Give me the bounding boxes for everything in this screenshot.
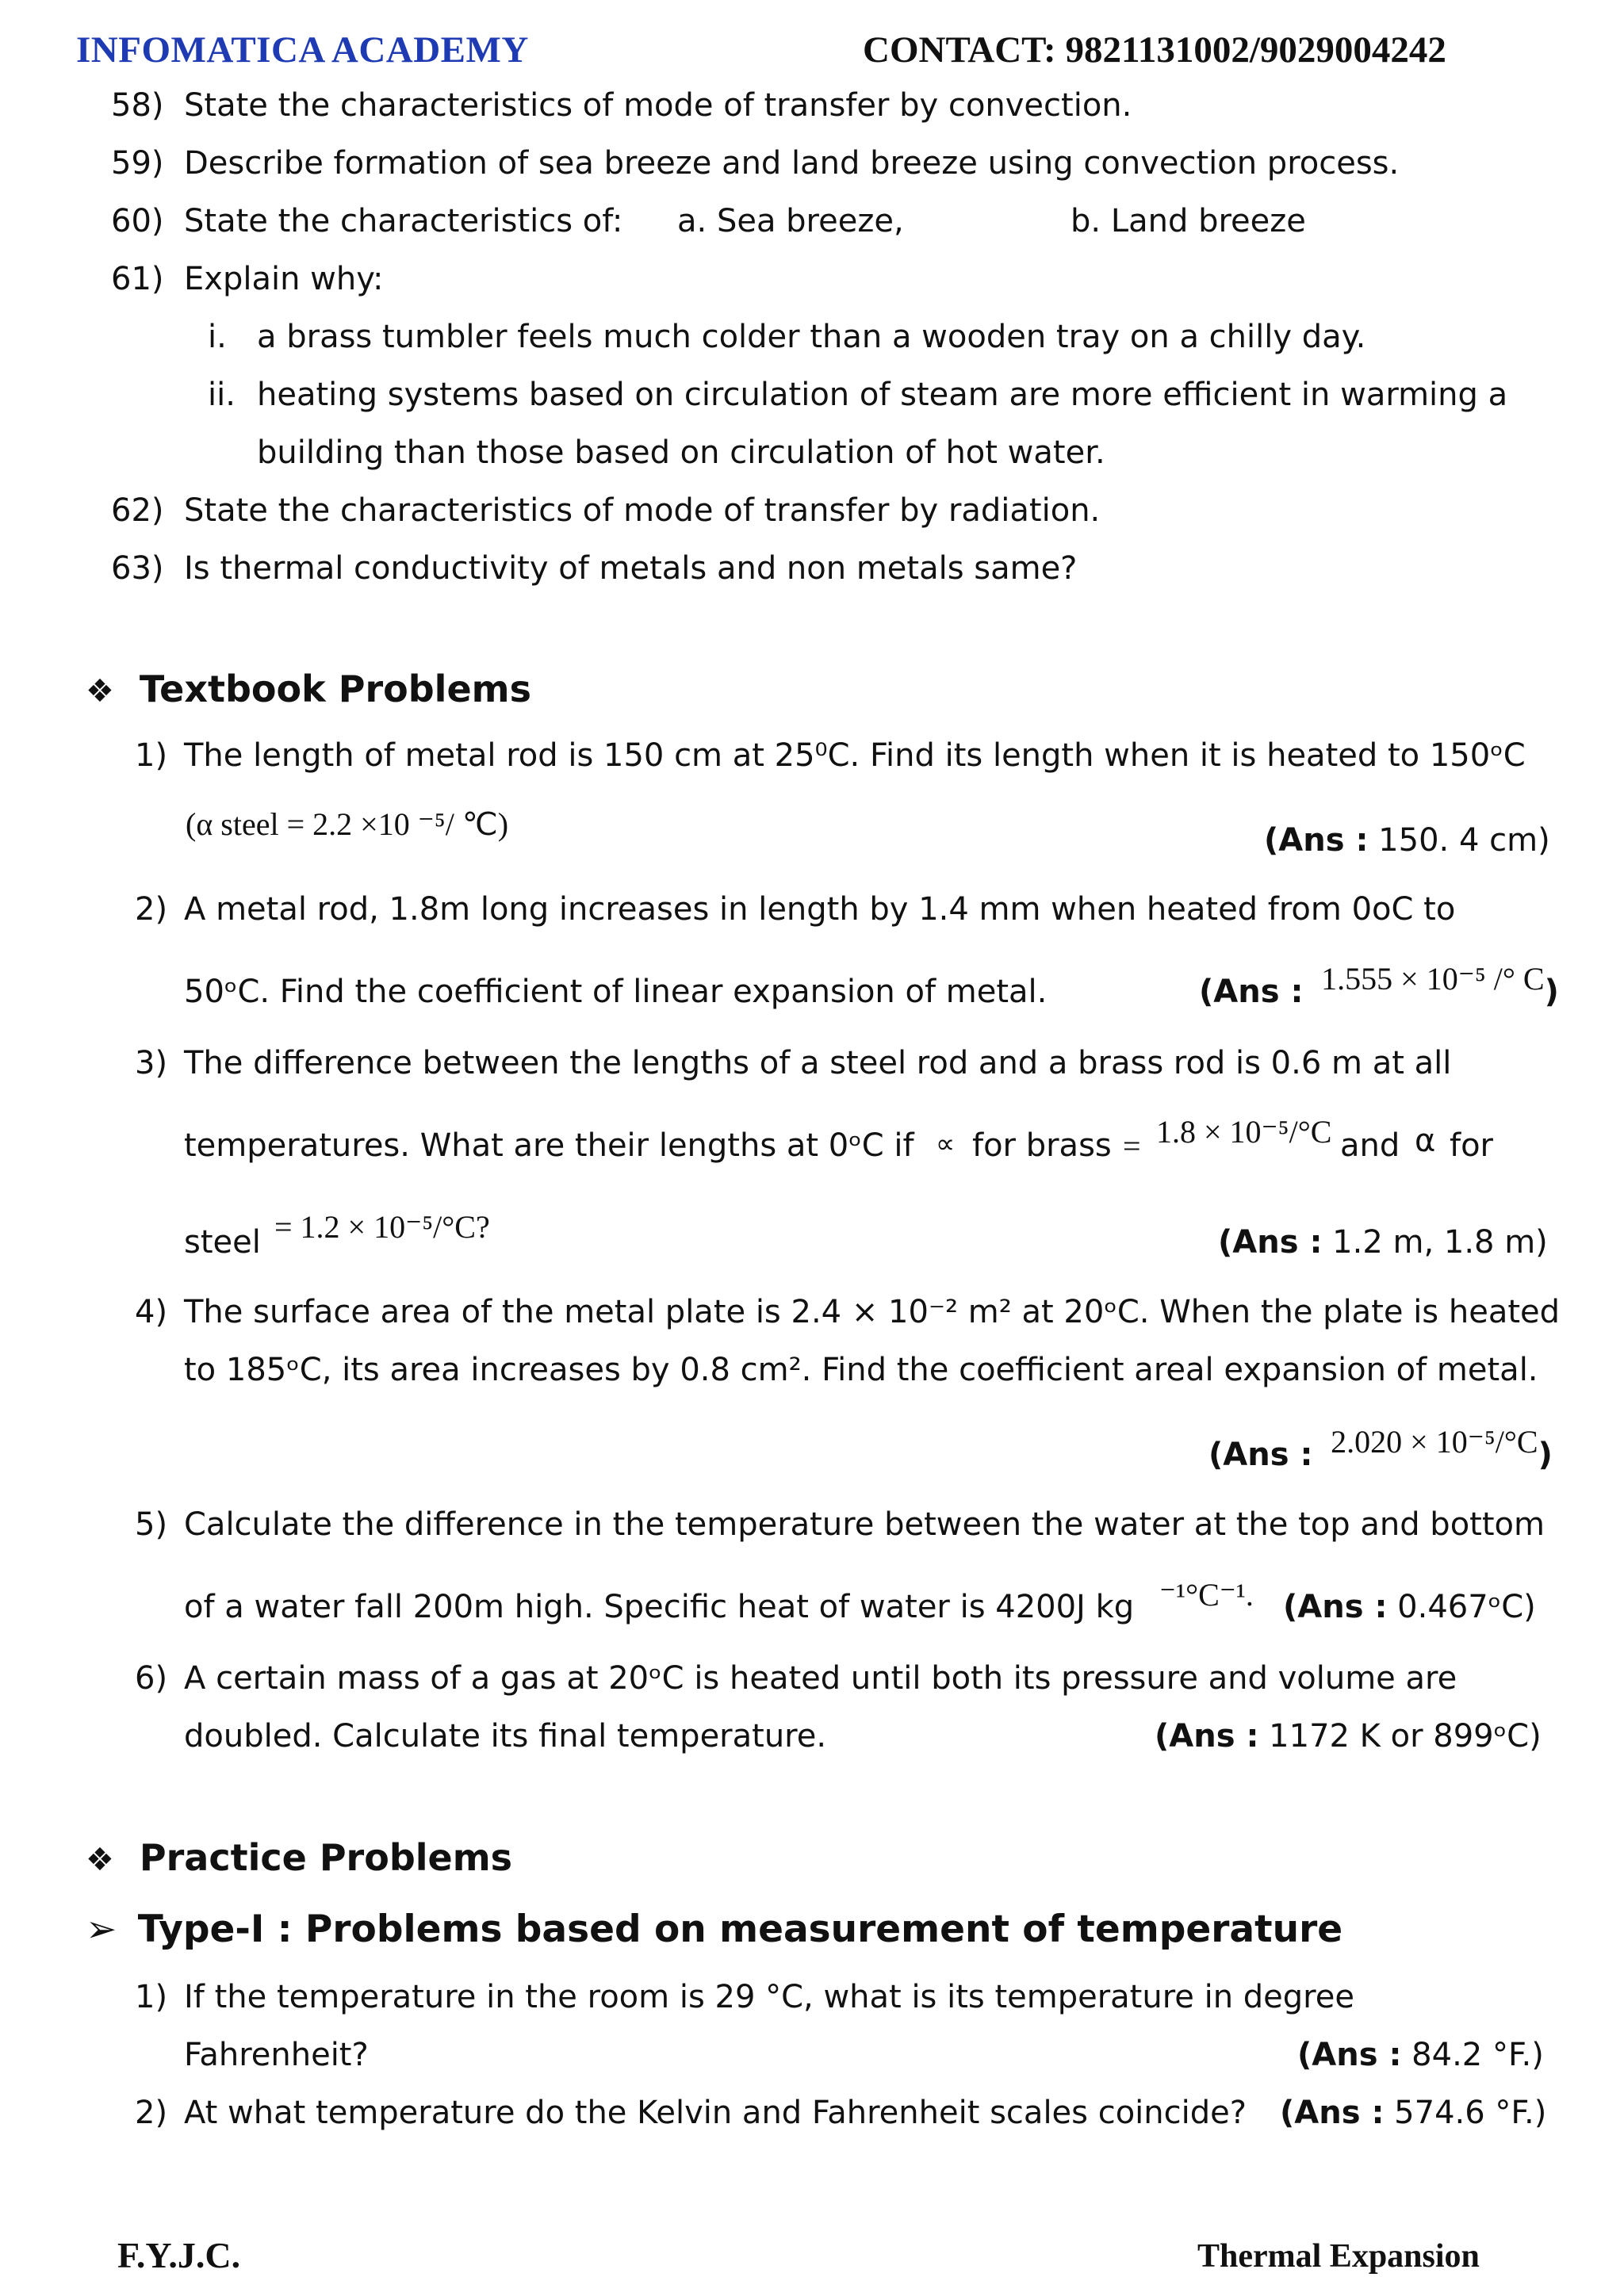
answer-3 xyxy=(1218,1223,1548,1262)
answer-label: (Ans : xyxy=(1280,2095,1385,2131)
practice-answer-1 xyxy=(1297,2035,1544,2075)
question-number: 60) xyxy=(111,203,164,239)
question-text: State the characteristics of: xyxy=(184,203,623,239)
question-text: Describe formation of sea breeze and land breeze using convection process. xyxy=(184,145,1400,182)
answer-value: 84.2 °F.) xyxy=(1401,2037,1544,2073)
question-58 xyxy=(111,86,1132,125)
problem-3-line2c: and xyxy=(1340,1127,1400,1164)
practice-answer-2 xyxy=(1280,2093,1546,2133)
problem-text: The surface area of the metal plate is 2.4 × 10⁻² m² at 20ᵒC. When the plate is heated xyxy=(184,1294,1561,1330)
problem-4-line2: to 185ᵒC, its area increases by 0.8 cm². Find the coefficient areal expansion of metal. xyxy=(184,1352,1538,1388)
sub-question-ii xyxy=(208,375,1508,415)
answer-close: ) xyxy=(1538,1437,1553,1473)
problem-text: If the temperature in the room is 29 °C, what is its temperature in degree xyxy=(184,1979,1354,2015)
problem-6-line2: doubled. Calculate its final temperature. xyxy=(184,1718,827,1755)
problem-number: 4) xyxy=(135,1294,168,1330)
problem-5-line2: of a water fall 200m high. Specific heat of water is 4200J kg xyxy=(184,1589,1135,1625)
arrow-bullet-icon: ➢ xyxy=(86,1908,117,1951)
given-alpha-steel: (α steel = 2.2 ×10 ⁻⁵/ ℃) xyxy=(186,806,509,842)
question-number: 62) xyxy=(111,492,164,529)
answer-label: (Ans : xyxy=(1155,1718,1259,1755)
equals-sign: = xyxy=(1123,1128,1141,1164)
academy-name: INFOMATICA ACADEMY xyxy=(76,29,529,71)
section-title: Practice Problems xyxy=(139,1836,513,1879)
option-a: a. Sea breeze, xyxy=(677,203,904,239)
option-b: b. Land breeze xyxy=(1071,203,1306,239)
footer-chapter: Thermal Expansion xyxy=(1197,2238,1480,2275)
problem-text: The difference between the lengths of a steel rod and a brass rod is 0.6 m at all xyxy=(184,1045,1452,1081)
question-63 xyxy=(111,549,1078,588)
answer-value: 1172 K or 899ᵒC) xyxy=(1258,1718,1542,1755)
practice-problem-1 xyxy=(135,1977,1354,2017)
textbook-heading xyxy=(86,668,531,710)
answer-label: (Ans : xyxy=(1218,1224,1323,1261)
problem-3-line3: steel xyxy=(184,1224,261,1261)
answer-2 xyxy=(1199,961,1559,1012)
answer-4 xyxy=(1208,1424,1553,1475)
practice-problem-2 xyxy=(135,2093,1247,2133)
diamond-bullet-icon: ❖ xyxy=(86,1842,114,1878)
practice-heading xyxy=(86,1836,512,1879)
problem-text: The length of metal rod is 150 cm at 25⁰C. Find its length when it is heated to 150ᵒC xyxy=(184,737,1526,774)
problem-number: 3) xyxy=(135,1045,168,1081)
problem-number: 2) xyxy=(135,891,168,928)
problem-3-line2a: temperatures. What are their lengths at 0ᵒC if xyxy=(184,1127,914,1164)
answer-close: ) xyxy=(1544,974,1559,1010)
problem-3-line2d: for xyxy=(1450,1127,1493,1164)
practice-problem-1-line2: Fahrenheit? xyxy=(184,2037,369,2073)
question-59 xyxy=(111,144,1400,183)
question-text: Is thermal conductivity of metals and non metals same? xyxy=(184,550,1078,587)
answer-value: 150. 4 cm) xyxy=(1368,822,1550,859)
question-number: 58) xyxy=(111,87,164,124)
alpha-symbol-2: α xyxy=(1415,1123,1436,1159)
problem-number: 1) xyxy=(135,737,168,774)
answer-label: (Ans : xyxy=(1208,1437,1313,1473)
answer-6 xyxy=(1155,1716,1542,1756)
answer-value: 1.2 m, 1.8 m) xyxy=(1322,1224,1548,1261)
answer-1 xyxy=(1264,821,1550,860)
answer-value: 1.555 × 10⁻⁵ /° C xyxy=(1321,961,1545,997)
textbook-problem-1 xyxy=(135,736,1526,775)
alpha-steel-value: = 1.2 × 10⁻⁵/°C? xyxy=(274,1209,490,1245)
sub-question-i xyxy=(208,317,1366,357)
type-title: Type-I : Problems based on measurement of temperature xyxy=(137,1908,1343,1951)
footer-class: F.Y.J.C. xyxy=(117,2235,241,2275)
textbook-problem-6 xyxy=(135,1659,1457,1698)
problem-text: Calculate the difference in the temperature between the water at the top and bottom xyxy=(184,1506,1545,1543)
question-60 xyxy=(111,201,1306,241)
textbook-problem-3 xyxy=(135,1043,1452,1083)
sub-number: i. xyxy=(208,319,227,355)
contact-info: CONTACT: 9821131002/9029004242 xyxy=(863,29,1446,71)
problem-number: 2) xyxy=(135,2095,168,2131)
answer-label: (Ans : xyxy=(1199,974,1304,1010)
answer-label: (Ans : xyxy=(1264,822,1369,859)
answer-label: (Ans : xyxy=(1283,1589,1388,1625)
question-61 xyxy=(111,259,384,299)
problem-text: A metal rod, 1.8m long increases in length by 1.4 mm when heated from 0oC to xyxy=(184,891,1456,928)
problem-number: 6) xyxy=(135,1660,168,1697)
answer-label: (Ans : xyxy=(1297,2037,1402,2073)
question-number: 59) xyxy=(111,145,164,182)
problem-number: 1) xyxy=(135,1979,168,2015)
sub-text: a brass tumbler feels much colder than a wooden tray on a chilly day. xyxy=(257,319,1366,355)
type-1-heading xyxy=(86,1908,1342,1951)
question-number: 63) xyxy=(111,550,164,587)
sub-text: heating systems based on circulation of steam are more efficient in warming a xyxy=(257,377,1508,413)
sub-number: ii. xyxy=(208,377,236,413)
answer-value: 2.020 × 10⁻⁵/°C xyxy=(1331,1424,1538,1460)
question-text: State the characteristics of mode of transfer by convection. xyxy=(184,87,1132,124)
answer-value: 574.6 °F.) xyxy=(1384,2095,1547,2131)
textbook-problem-5 xyxy=(135,1505,1545,1544)
question-text: State the characteristics of mode of transfer by radiation. xyxy=(184,492,1101,529)
sub-question-ii-cont: building than those based on circulation of hot water. xyxy=(257,434,1105,471)
alpha-brass-value: 1.8 × 10⁻⁵/°C xyxy=(1156,1114,1332,1150)
answer-5 xyxy=(1283,1587,1536,1627)
question-62 xyxy=(111,491,1101,530)
section-title: Textbook Problems xyxy=(139,668,531,710)
textbook-problem-2 xyxy=(135,890,1456,929)
problem-text: At what temperature do the Kelvin and Fahrenheit scales coincide? xyxy=(184,2095,1247,2131)
question-number: 61) xyxy=(111,261,164,297)
textbook-problem-4 xyxy=(135,1292,1561,1332)
alpha-symbol: ∝ xyxy=(936,1128,956,1160)
problem-2-line2: 50ᵒC. Find the coefficient of linear expansion of metal. xyxy=(184,974,1048,1010)
answer-value: 0.467ᵒC) xyxy=(1387,1589,1536,1625)
question-text: Explain why: xyxy=(184,261,384,297)
diamond-bullet-icon: ❖ xyxy=(86,673,114,710)
problem-number: 5) xyxy=(135,1506,168,1543)
problem-text: A certain mass of a gas at 20ᵒC is heated until both its pressure and volume are xyxy=(184,1660,1457,1697)
problem-3-line2b: for brass xyxy=(972,1127,1112,1164)
specific-heat-unit: ⁻¹°C⁻¹. xyxy=(1159,1577,1254,1613)
